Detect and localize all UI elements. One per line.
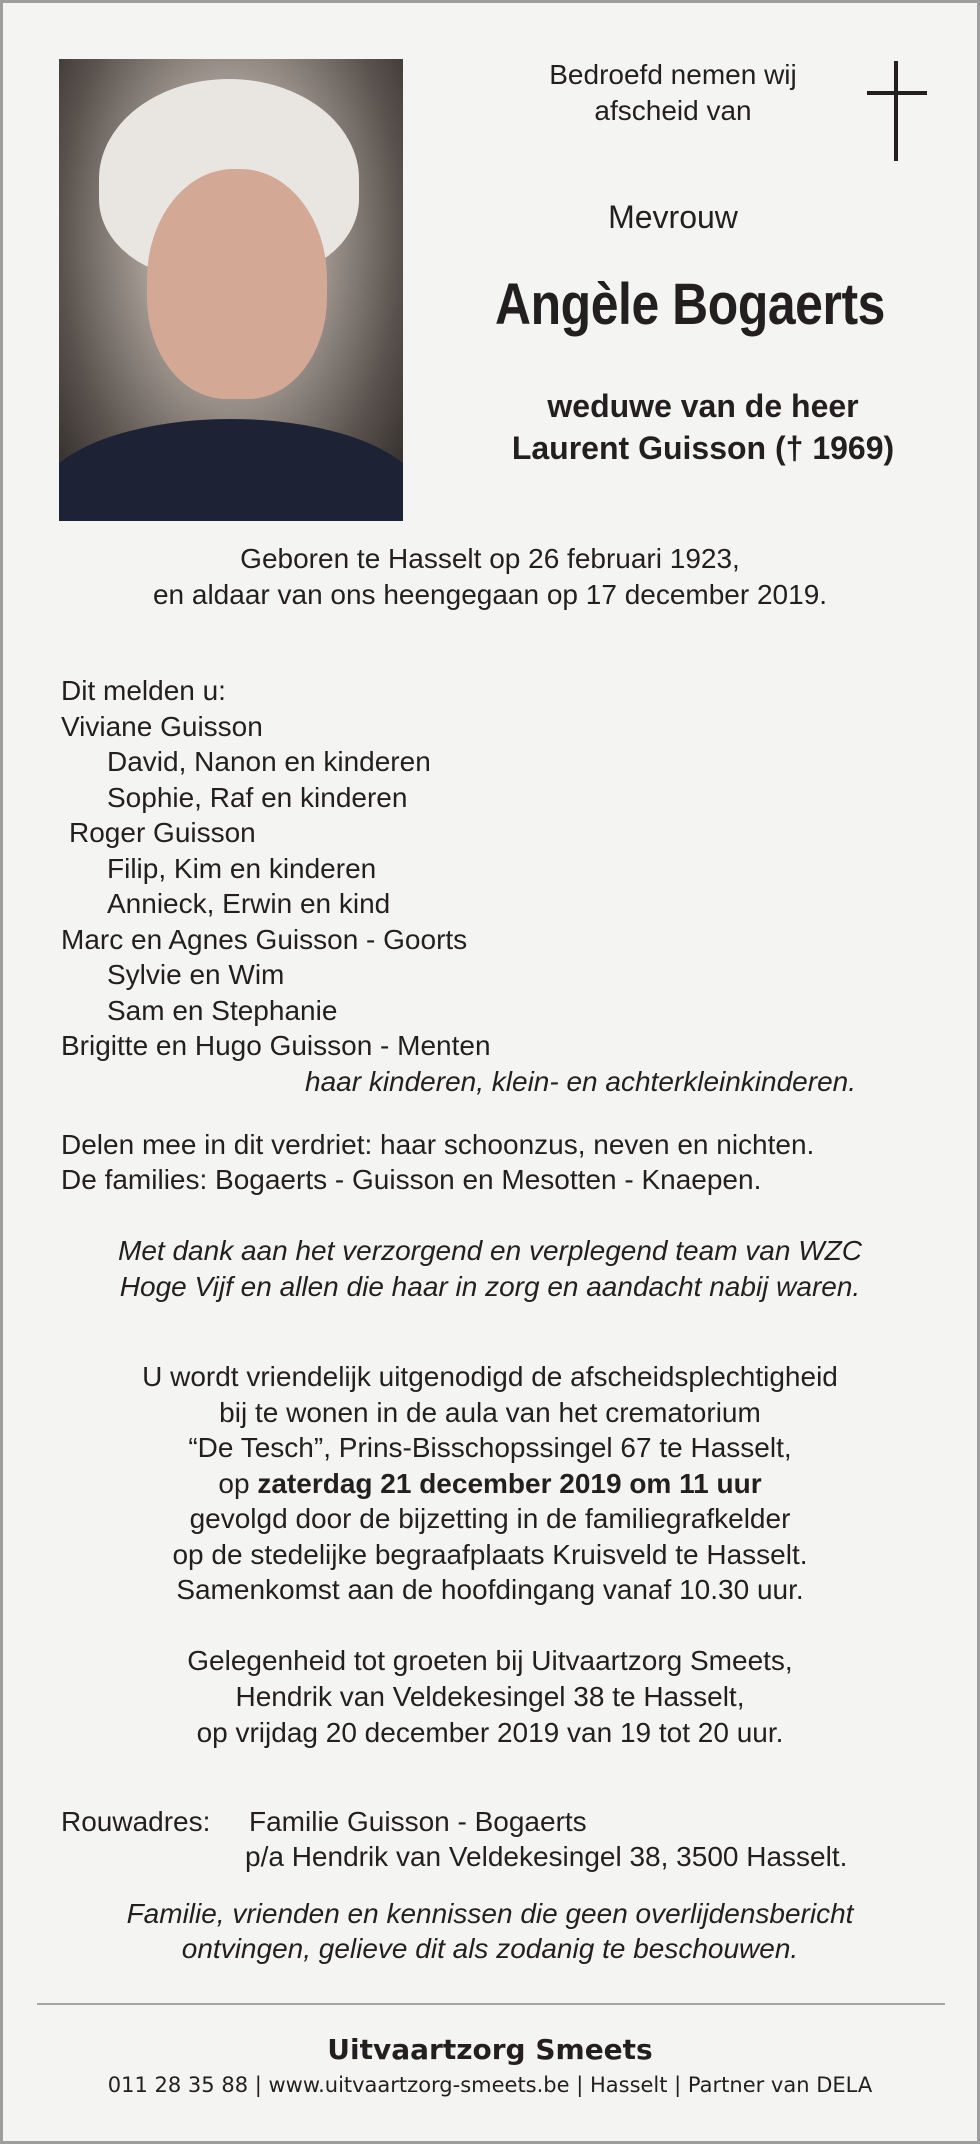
mourning-address [61,1804,961,1874]
funeral-home-contact: 011 28 35 88 | www.uitvaartzorg-smeets.be | Hasselt | Partner van DELA [107,2073,873,2097]
family-list [61,673,961,1099]
funeral-home-name: Uitvaartzorg Smeets [327,2033,653,2066]
cross-icon [867,61,927,161]
mourning-address-name: Familie Guisson - Bogaerts [249,1806,587,1837]
family-closing: haar kinderen, klein- en achterkleinkinderen. [305,1065,856,1097]
intro-text: Bedroefd nemen wij afscheid van [549,59,797,126]
notice-text: Familie, vrienden en kennissen die geen overlijdensbericht ontvingen, gelieve dit als zodanig te beschouwen. [126,1898,854,1964]
family-member: Viviane Guisson [61,710,263,742]
deceased-name: Angèle Bogaerts [495,272,885,337]
mourning-address-street: p/a Hendrik van Veldekesingel 38, 3500 Hasselt. [245,1841,848,1872]
ceremony-invitation: U wordt vriendelijk uitgenodigd de afscheidsplechtigheid bij te wonen in de aula van het crematorium “De Tesch”, Prins-Bisschopssingel 67 te Hasselt, op zaterdag 21 december 2019 om 11 uur gevolgd door de bijzetting in de familiegrafkelder op de stedelijke begraafplaats Kruisveld te Hasselt. Samenkomst aan de hoofdingang vanaf 10.30 uur. [142,1361,838,1605]
share-grief: Delen mee in dit verdriet: haar schoonzus, neven en nichten. De families: Bogaerts - Guisson en Mesotten - Knaepen. [61,1129,815,1195]
family-member: Annieck, Erwin en kind [107,888,391,919]
footer-divider [37,2003,945,2005]
mourning-address-label: Rouwadres: [61,1806,211,1837]
salutation: Mevrouw [608,199,738,235]
family-member: Sylvie en Wim [107,959,285,990]
family-member: Sophie, Raf en kinderen [107,781,408,813]
family-member: David, Nanon en kinderen [107,746,431,777]
thanks-text: Met dank aan het verzorgend en verplegend team van WZC Hoge Vijf en allen die haar in zorg en aandacht nabij waren. [118,1235,862,1302]
family-member: Roger Guisson [69,817,256,848]
ceremony-date: zaterdag 21 december 2019 om 11 uur [257,1467,762,1499]
family-member: Sam en Stephanie [107,994,338,1026]
family-heading: Dit melden u: [61,675,226,706]
family-member: Brigitte en Hugo Guisson - Menten [61,1030,491,1061]
birth-death-info: Geboren te Hasselt op 26 februari 1923, en aldaar van ons heengegaan op 17 december 2019. [152,543,828,610]
family-member: Filip, Kim en kinderen [107,852,377,884]
portrait-photo [59,59,403,521]
family-member: Marc en Agnes Guisson - Goorts [61,923,468,955]
widow-of: weduwe van de heer Laurent Guisson († 1969) [511,388,895,466]
greeting-info: Gelegenheid tot groeten bij Uitvaartzorg Smeets, Hendrik van Veldekesingel 38 te Hasselt, op vrijdag 20 december 2019 van 19 tot 20 uur. [187,1645,793,1748]
